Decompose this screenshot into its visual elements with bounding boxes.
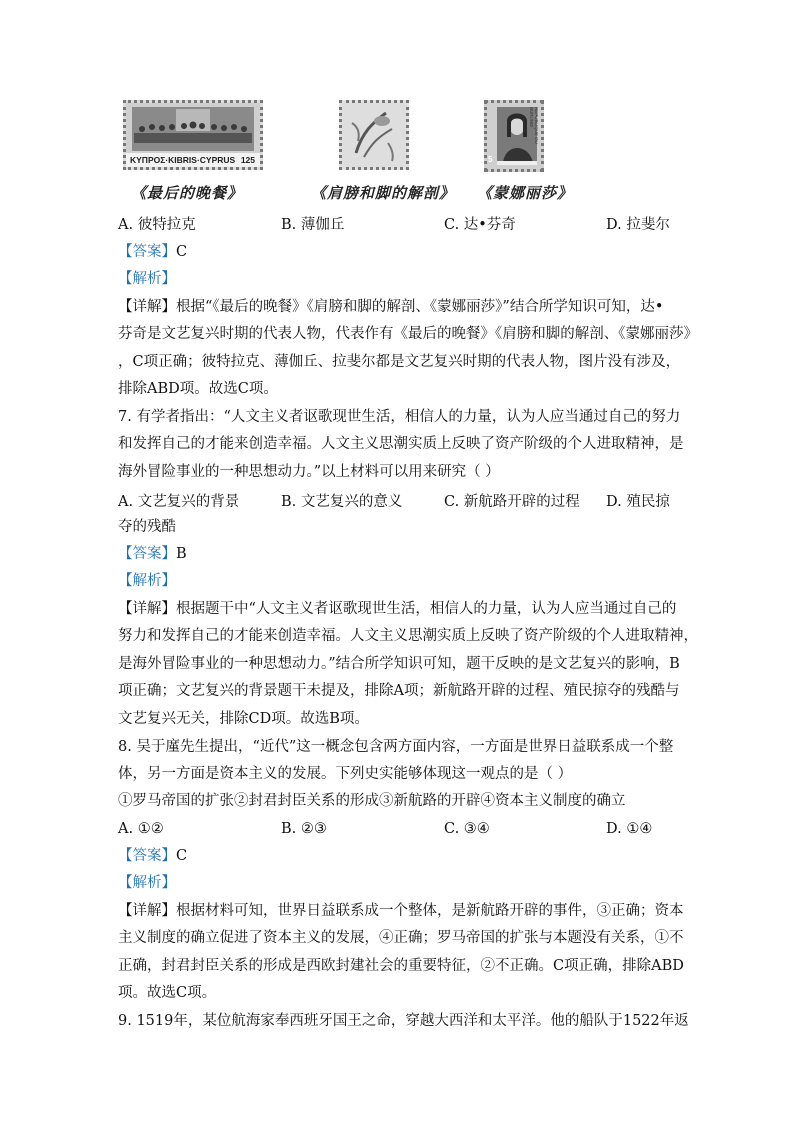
q7-option-d: D. 殖民掠 <box>606 494 670 510</box>
q6-analysis-label: 【解析】 <box>118 271 176 287</box>
detail-label: 【详解】 <box>118 903 176 919</box>
q9-stem-line-1: 9. 1519年，某位航海家奉西班牙国王之命，穿越大西洋和太平洋。他的船队于1522年返 <box>118 1013 689 1029</box>
caption-anatomy: 《肩膀和脚的解剖》 <box>311 184 456 202</box>
answer-label: 【答案】 <box>118 546 176 562</box>
q6-answer-value: C <box>176 244 188 260</box>
q8-stem-line-1: 8. 吴于廑先生提出，“近代”这一概念包含两方面内容，一方面是世界日益联系成一个整 <box>118 739 674 755</box>
q6-detail-line-1 <box>118 297 663 317</box>
q7-option-c: C. 新航路开辟的过程 <box>444 494 580 510</box>
q8-stem-line-2: 体，另一方面是资本主义的发展。下列史实能够体现这一观点的是（ ） <box>118 766 573 782</box>
anatomy-stamp-image <box>339 100 409 170</box>
q7-detail-line-1 <box>118 599 676 619</box>
stamp-country-text: REPUBLIQUE DU BURUNDI <box>529 107 539 144</box>
q6-option-c: C. 达•芬奇 <box>444 217 516 233</box>
q6-option-d: D. 拉斐尔 <box>606 217 670 233</box>
q7-option-a: A. 文艺复兴的背景 <box>118 494 240 510</box>
detail-label: 【详解】 <box>118 601 176 617</box>
stamp-value-text: 125 <box>240 155 255 165</box>
q7-answer-line <box>118 544 187 564</box>
q7-stem-line-2: 和发挥自己的才能来创造幸福。人文主义思潮实质上反映了资产阶级的个人进取精神，是 <box>118 436 684 452</box>
q6-option-b: B. 薄伽丘 <box>281 217 345 233</box>
q7-analysis-label: 【解析】 <box>118 573 176 589</box>
detail-text: 根据材料可知，世界日益联系成一个整体，是新航路开辟的事件，③正确；资本 <box>176 903 684 919</box>
stamp-country-text: ΚΥΠΡΟΣ·KIBRIS·CYPRUS <box>130 155 236 165</box>
stamp-value-text: 5 <box>488 155 493 164</box>
q8-detail-line-4: 项。故选C项。 <box>118 985 217 1001</box>
q8-detail-line-1 <box>118 901 684 921</box>
q8-stem-line-3: ①罗马帝国的扩张②封君封臣关系的形成③新航路的开辟④资本主义制度的确立 <box>118 793 626 809</box>
last-supper-stamp-image <box>123 100 263 170</box>
q8-option-c: C. ③④ <box>444 821 490 837</box>
q8-option-a: A. ①② <box>118 821 164 837</box>
q7-option-d-wrap: 夺的残酷 <box>118 519 176 535</box>
q7-stem-line-1: 7. 有学者指出：“人文主义者讴歌现世生活，相信人的力量，认为人应当通过自己的努力 <box>118 409 681 425</box>
q7-detail-line-4: 项正确；文艺复兴的背景题干未提及，排除A项；新航路开辟的过程、殖民掠夺的残酷与 <box>118 683 680 699</box>
q7-answer-value: B <box>176 546 187 562</box>
q6-answer-line <box>118 242 187 262</box>
caption-mona-lisa: 《蒙娜丽莎》 <box>477 184 574 202</box>
q8-option-d: D. ①④ <box>606 821 653 837</box>
q6-option-a: A. 彼特拉克 <box>118 217 196 233</box>
q8-option-b: B. ②③ <box>281 821 327 837</box>
q7-detail-line-3: 是海外冒险事业的一种思想动力。”结合所学知识可知，题干反映的是文艺复兴的影响，B <box>118 656 680 672</box>
caption-last-supper: 《最后的晚餐》 <box>131 184 244 202</box>
q7-detail-line-2: 努力和发挥自己的才能来创造幸福。人文主义思潮实质上反映了资产阶级的个人进取精神， <box>118 628 698 644</box>
detail-label: 【详解】 <box>118 299 176 315</box>
q6-detail-line-2: 芬奇是文艺复兴时期的代表人物，代表作有《最后的晚餐》《肩膀和脚的解剖、《蒙娜丽莎》 <box>118 326 698 342</box>
q8-analysis-label: 【解析】 <box>118 875 176 891</box>
answer-label: 【答案】 <box>118 244 176 260</box>
q7-stem-line-3: 海外冒险事业的一种思想动力。”以上材料可以用来研究（ ） <box>118 464 500 480</box>
q8-detail-line-2: 主义制度的确立促进了资本主义的发展，④正确；罗马帝国的扩张与本题没有关系，①不 <box>118 930 684 946</box>
q8-answer-value: C <box>176 848 188 864</box>
q8-detail-line-3: 正确，封君封臣关系的形成是西欧封建社会的重要特征，②不正确。C项正确，排除ABD <box>118 958 684 974</box>
q7-detail-line-5: 文艺复兴无关，排除CD项。故选B项。 <box>118 711 369 727</box>
stamp-images-row <box>0 98 794 208</box>
q6-detail-line-3: ，C项正确；彼特拉克、薄伽丘、拉斐尔都是文艺复兴时期的代表人物，图片没有涉及， <box>118 354 681 370</box>
anatomy-sketch-picture <box>342 103 406 167</box>
detail-text: 根据题干中“人文主义者讴歌现世生活，相信人的力量，认为人应当通过自己的 <box>176 601 677 617</box>
q7-option-b: B. 文艺复兴的意义 <box>281 494 403 510</box>
q8-answer-line <box>118 846 187 866</box>
answer-label: 【答案】 <box>118 848 176 864</box>
q6-detail-line-4: 排除ABD项。故选C项。 <box>118 381 278 397</box>
detail-text: 根据“《最后的晚餐》《肩膀和脚的解剖、《蒙娜丽莎》”结合所学知识可知，达• <box>176 299 664 315</box>
mona-lisa-stamp-image <box>484 100 544 172</box>
